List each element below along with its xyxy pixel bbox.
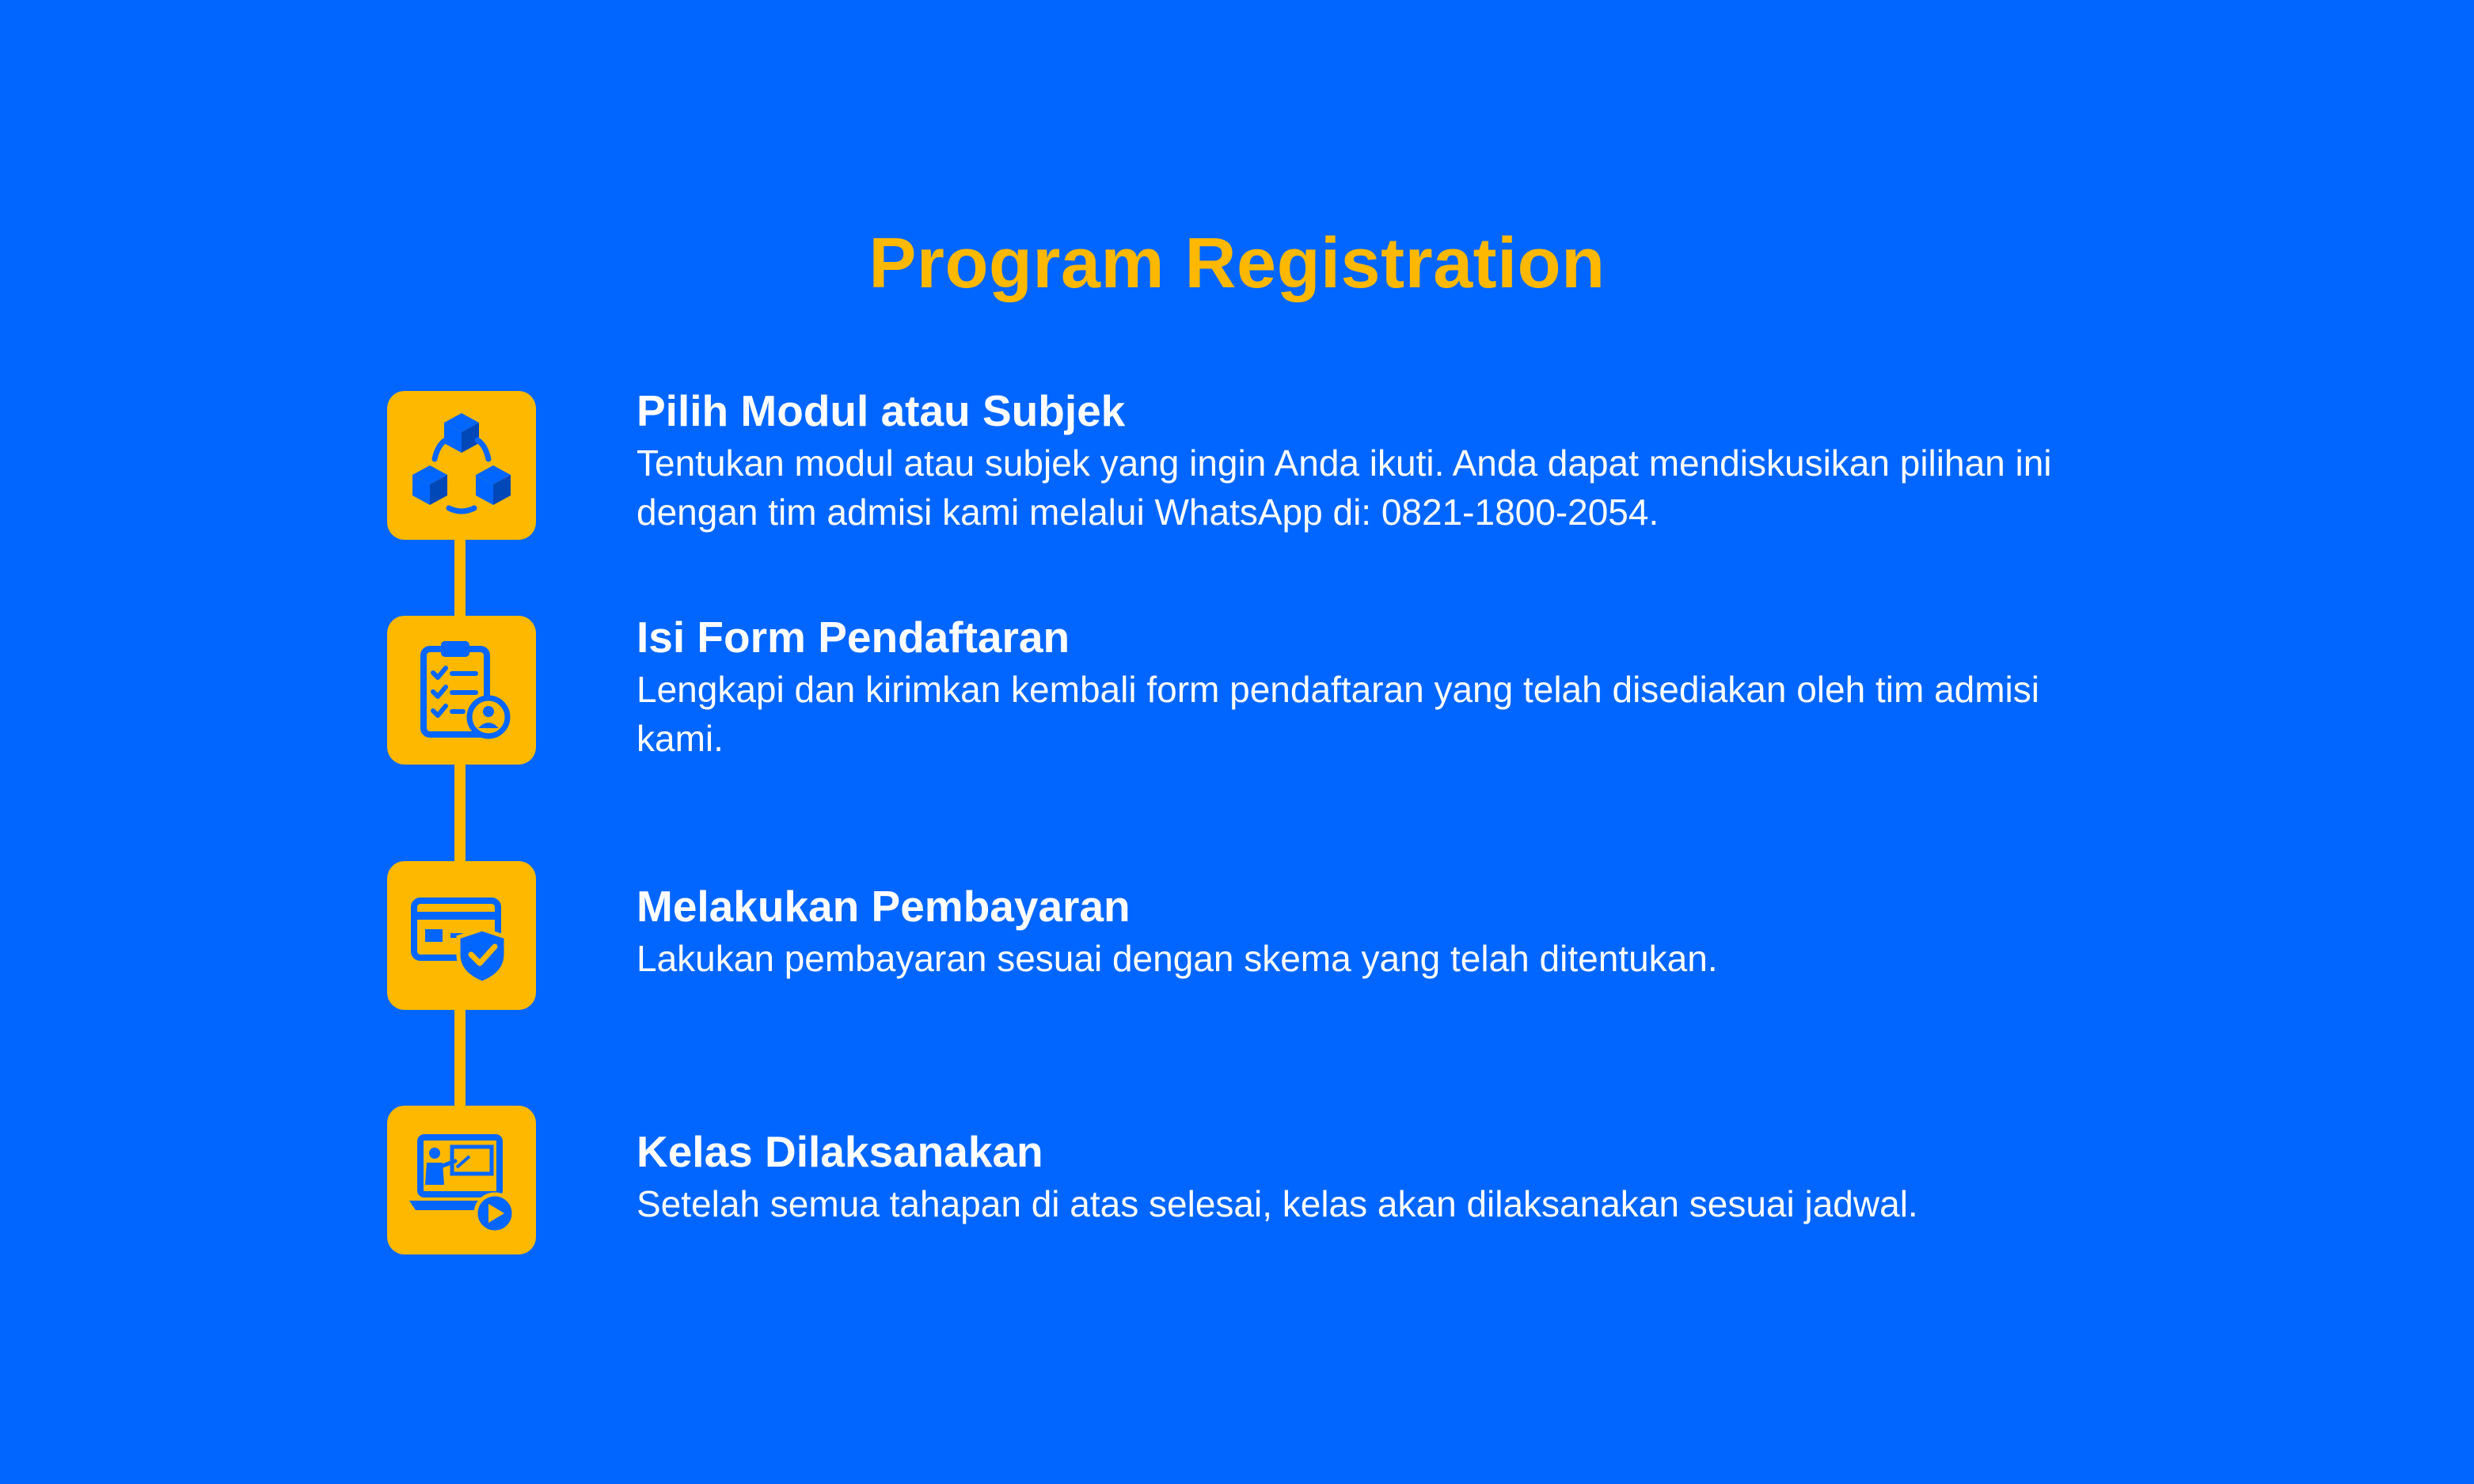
step-description: Lengkapi dan kirimkan kembali form pendaftaran yang telah disediakan oleh tim admisi kami. — [637, 669, 2039, 759]
page-title: Program Registration — [868, 224, 1606, 303]
step-title: Pilih Modul atau Subjek — [637, 386, 1126, 435]
cubes-network-icon — [406, 410, 517, 521]
step-text — [637, 1124, 2109, 1228]
step-text — [637, 383, 2109, 537]
timeline-connector — [454, 475, 466, 1187]
step-icon-box — [387, 1106, 536, 1254]
step-icon-box — [387, 861, 536, 1010]
step-text — [637, 609, 2109, 763]
online-class-laptop-icon — [406, 1125, 517, 1235]
step-icon-box — [387, 616, 536, 765]
step-description: Setelah semua tahapan di atas selesai, kelas akan dilaksanakan sesuai jadwal. — [637, 1183, 1918, 1224]
step-title: Kelas Dilaksanakan — [637, 1127, 1043, 1176]
step-icon-box — [387, 391, 536, 540]
step-description: Tentukan modul atau subjek yang ingin Anda ikuti. Anda dapat mendiskusikan pilihan ini dengan tim admisi kami melalui WhatsApp di: 0821-1800-2054. — [637, 442, 2052, 533]
step-text — [637, 879, 2109, 983]
step-title: Melakukan Pembayaran — [637, 882, 1131, 931]
clipboard-checklist-user-icon — [406, 635, 517, 746]
step-description: Lakukan pembayaran sesuai dengan skema yang telah ditentukan. — [637, 938, 1718, 979]
secure-card-payment-icon — [406, 880, 517, 991]
step-title: Isi Form Pendaftaran — [637, 613, 1070, 662]
